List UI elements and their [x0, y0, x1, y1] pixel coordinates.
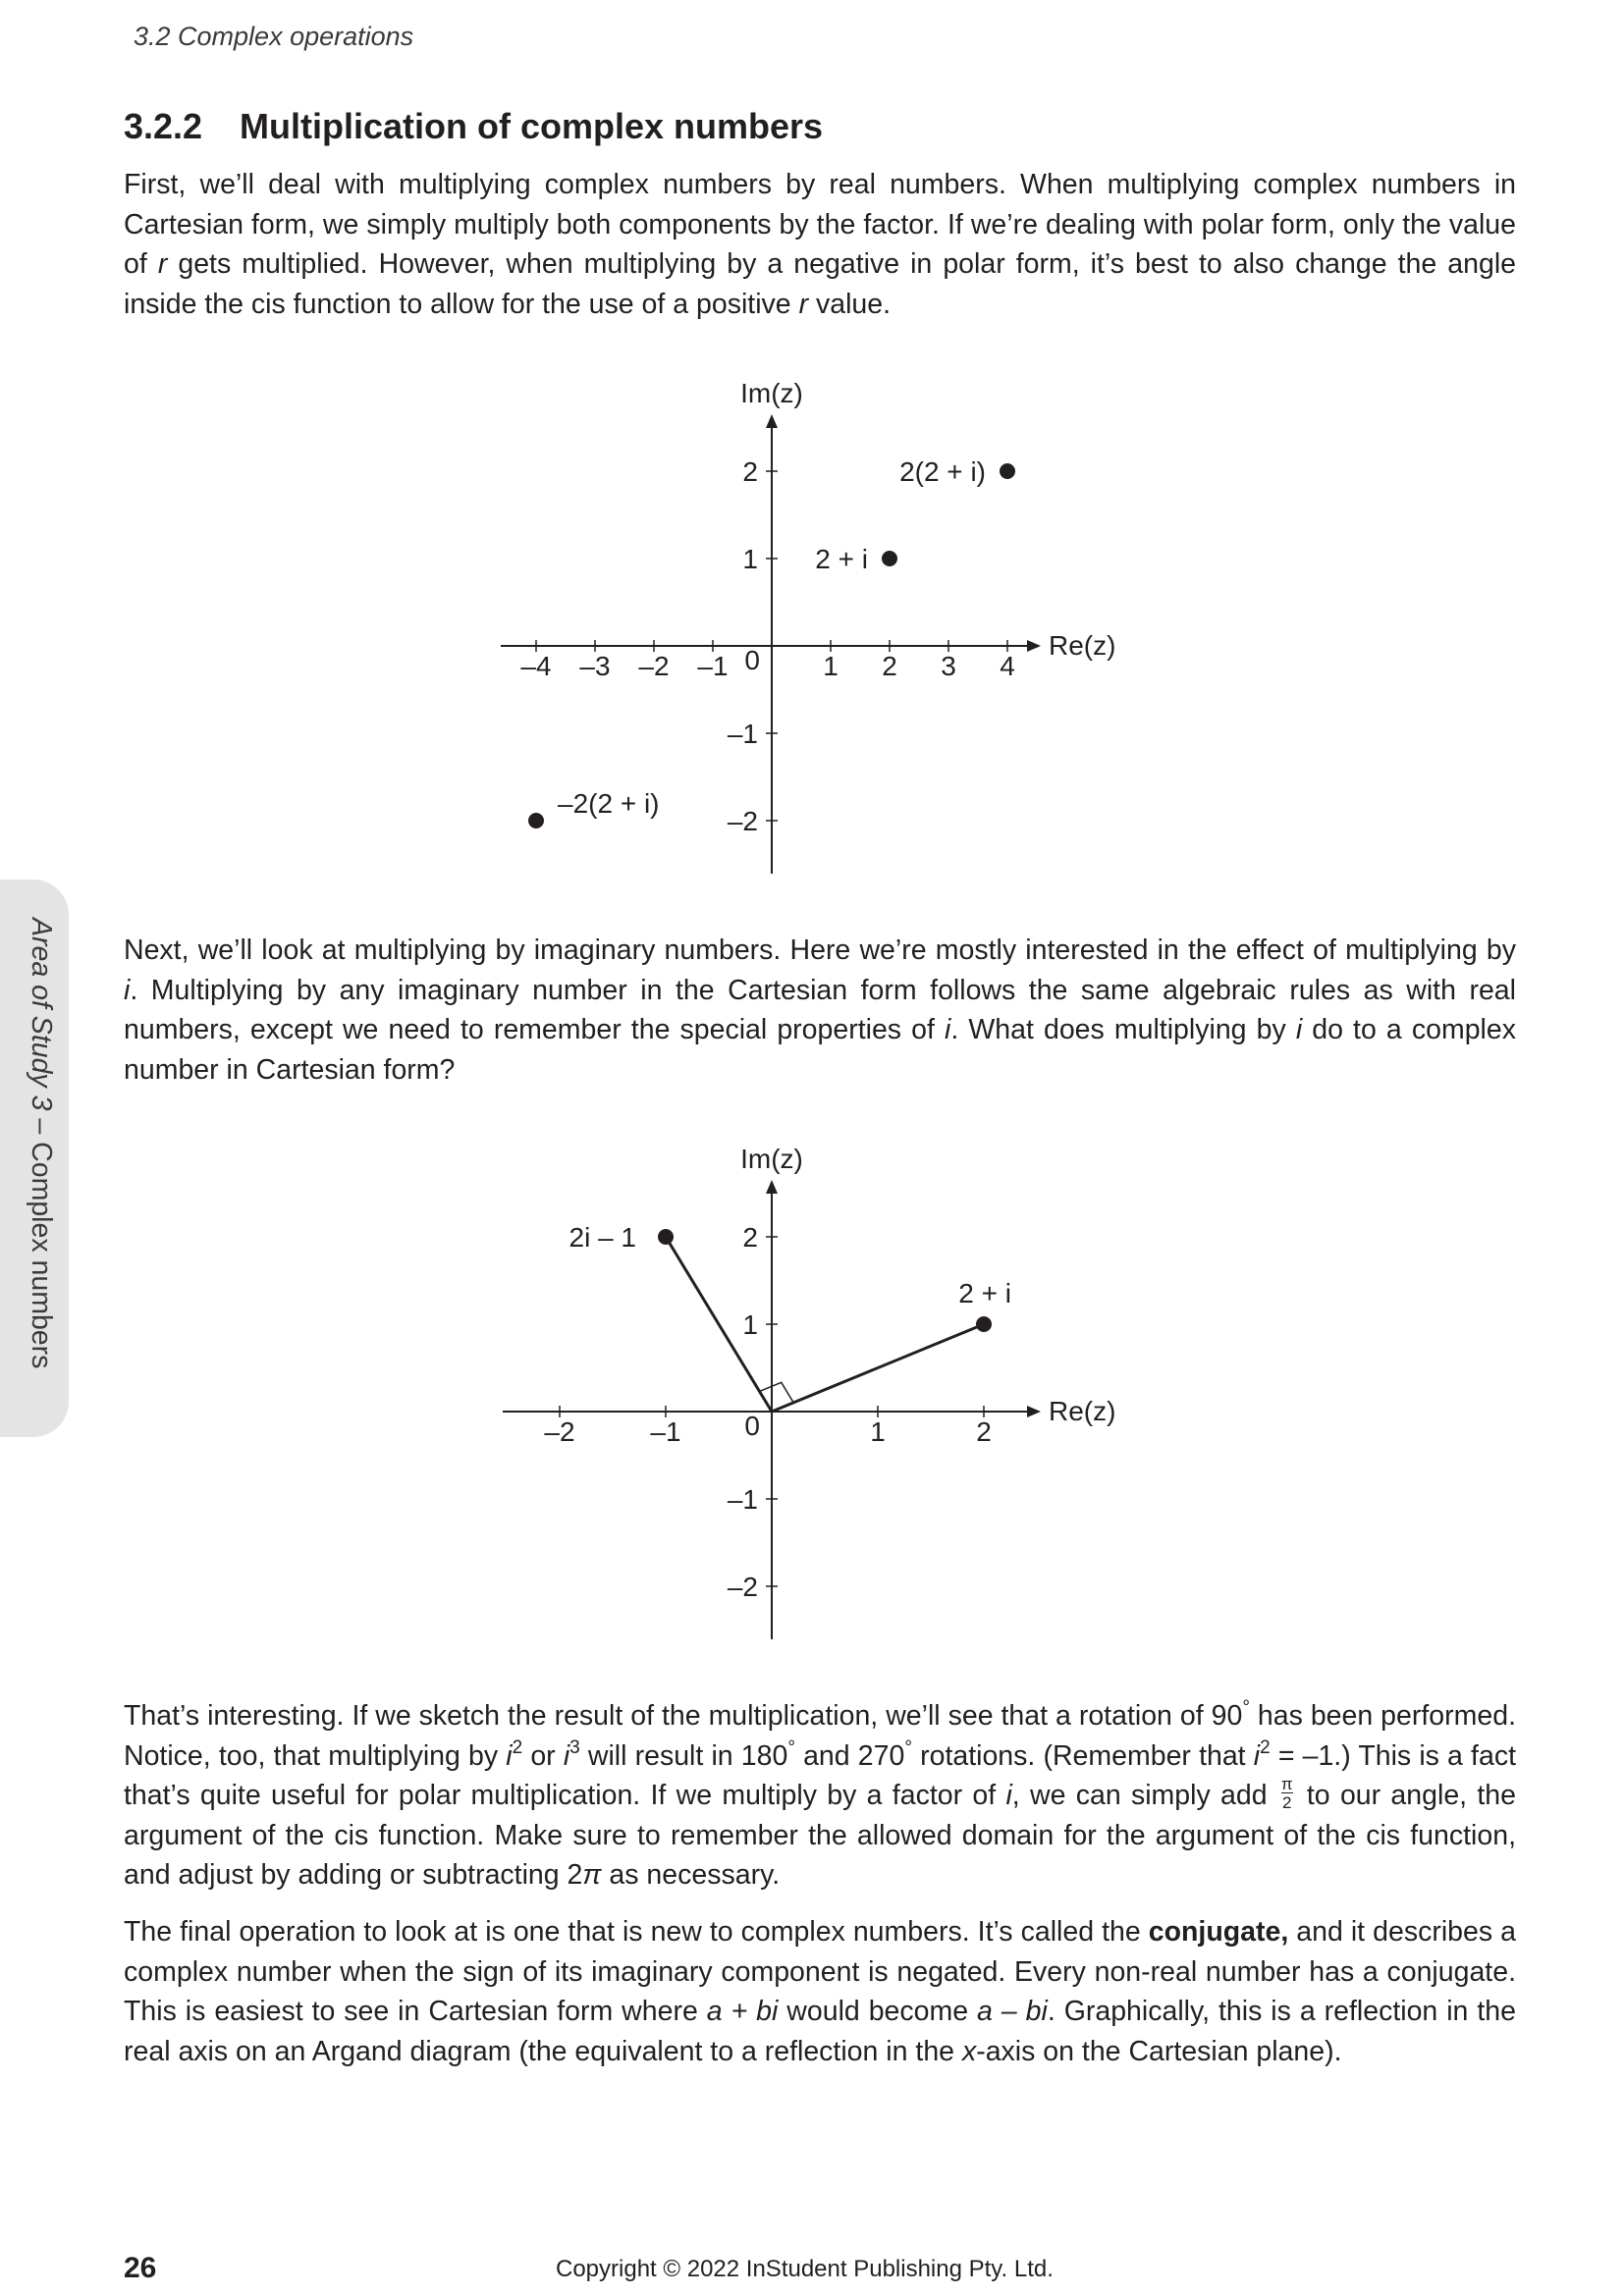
section-title: Multiplication of complex numbers — [240, 106, 824, 146]
complex-point — [658, 1229, 674, 1245]
x-tick-label: –1 — [697, 651, 729, 681]
x-tick-label: –3 — [579, 651, 611, 681]
complex-point — [528, 813, 544, 828]
point-label: –2(2 + i) — [558, 788, 660, 819]
copyright-notice: Copyright © 2022 InStudent Publishing Pty. Ltd. — [556, 2256, 1054, 2282]
argand-diagram-1-svg — [491, 373, 1159, 883]
x-tick-label: 1 — [823, 651, 839, 681]
x-tick-label: 3 — [941, 651, 956, 681]
point-label: 2i – 1 — [568, 1222, 636, 1253]
imaginary-axis-label: Im(z) — [740, 378, 803, 408]
origin-label: 0 — [744, 645, 760, 675]
y-tick-label: 2 — [742, 456, 758, 487]
x-tick-label: –1 — [650, 1416, 681, 1447]
y-tick-label: –2 — [727, 806, 758, 836]
complex-point — [976, 1316, 992, 1332]
origin-label: 0 — [744, 1411, 760, 1441]
y-tick-label: –2 — [727, 1572, 758, 1602]
vector-line — [772, 1324, 984, 1412]
x-tick-label: –2 — [544, 1416, 575, 1447]
x-tick-label: –2 — [638, 651, 670, 681]
real-axis-label: Re(z) — [1049, 630, 1116, 661]
real-axis-arrow-2 — [1027, 1406, 1041, 1417]
x-tick-label: 1 — [870, 1416, 886, 1447]
imaginary-axis-arrow-1 — [766, 414, 778, 428]
argand-diagram-2-svg — [491, 1139, 1159, 1649]
real-axis-label: Re(z) — [1049, 1396, 1116, 1426]
x-tick-label: 2 — [882, 651, 897, 681]
y-tick-label: 1 — [742, 1309, 758, 1340]
y-tick-label: 2 — [742, 1222, 758, 1253]
x-tick-label: –4 — [520, 651, 552, 681]
argand-diagram-real-multiples — [491, 373, 1159, 888]
x-tick-label: 4 — [1000, 651, 1015, 681]
running-head: 3.2 Complex operations — [134, 22, 414, 51]
real-axis-arrow-1 — [1027, 640, 1041, 652]
complex-point — [882, 551, 897, 566]
paragraph-conjugate: The final operation to look at is one that is new to complex numbers. It’s called the conjugate, and it describes a complex number when the sign of its imaginary component is negated. Every non-real number has a conjugate. This is easiest to see in Cartesian form where a + bi would become a – bi. Graphically, this is a reflection in the real axis on an Argand diagram (the equivalent to a reflection in the x-axis on the Cartesian plane). — [124, 1916, 1516, 2067]
y-tick-label: –1 — [727, 719, 758, 749]
complex-point — [1000, 463, 1015, 479]
side-tab-label: Area of Study 3 – Complex numbers — [26, 918, 57, 1369]
imaginary-axis-label: Im(z) — [740, 1144, 803, 1174]
paragraph-real-multiplication: First, we’ll deal with multiplying complex numbers by real numbers. When multiplying complex numbers in Cartesian form, we simply multiply both components by the factor. If we’re dealing with polar form, only the value of r gets multiplied. However, when multiplying by a negative in polar form, it’s best to also change the angle inside the cis function to allow for the use of a positive r value. — [124, 169, 1516, 320]
section-number: 3.2.2 — [124, 106, 203, 146]
point-label: 2 + i — [815, 544, 868, 574]
y-tick-label: 1 — [742, 544, 758, 574]
x-tick-label: 2 — [976, 1416, 992, 1447]
argand-diagram-rotation — [491, 1139, 1159, 1654]
paragraph-imaginary-multiplication: Next, we’ll look at multiplying by imaginary numbers. Here we’re mostly interested in the effect of multiplying by i. Multiplying by any imaginary number in the Cartesian form follows the same algebraic rules as with real numbers, except we need to remember the special properties of i. What does multiplying by i do to a complex number in Cartesian form? — [124, 934, 1516, 1086]
point-label: 2 + i — [958, 1278, 1011, 1308]
page-number: 26 — [124, 2252, 157, 2284]
section-heading — [124, 106, 823, 147]
point-label: 2(2 + i) — [899, 456, 986, 487]
pi-over-two-fraction: $\frac{\pi}{2}$ — [1280, 1775, 1293, 1813]
y-tick-label: –1 — [727, 1484, 758, 1515]
imaginary-axis-arrow-2 — [766, 1180, 778, 1194]
paragraph-rotation-explanation: That’s interesting. If we sketch the result of the multiplication, we’ll see that a rotation of 90° has been performed. Notice, too, that multiplying by $i^2$ or $i^3$ will result in 180° and 270° rotations. (Remember that $i^2 = -1$.) This is a fact that’s quite useful for polar multiplication. If we multiply by a factor of i, we can simply add $\frac{\pi}{2}$ to our angle, the argument of the cis function. Make sure to remember the allowed domain for the argument of the cis function, and adjust by adding or subtracting 2π as necessary. — [124, 1697, 1516, 1891]
